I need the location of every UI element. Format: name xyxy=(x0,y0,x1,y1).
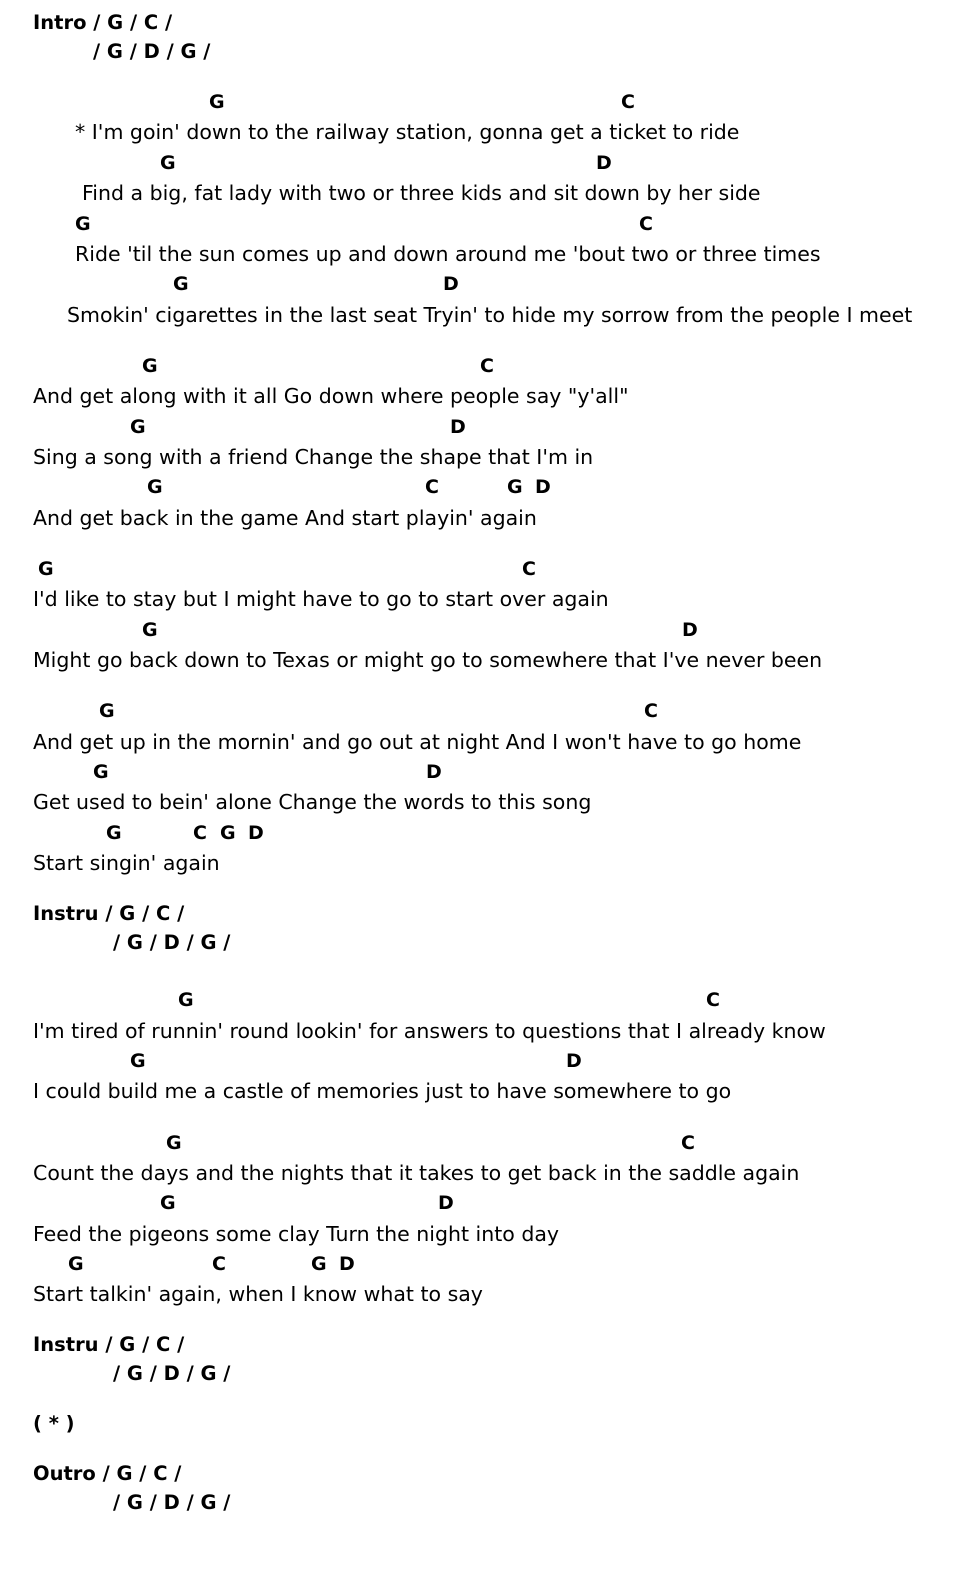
chord: C xyxy=(522,558,536,580)
lyric-line: I'd like to stay but I might have to go to start over again xyxy=(33,587,609,611)
chord: C xyxy=(644,700,658,722)
chord: G xyxy=(178,989,194,1011)
chord-progression: / G / C / xyxy=(86,11,173,34)
section-label: Instru xyxy=(33,1333,99,1356)
lyric-line: I'm tired of runnin' round lookin' for answers to questions that I already know xyxy=(33,1019,826,1043)
chord: D xyxy=(535,476,551,498)
chord: D xyxy=(248,822,264,844)
chord: G xyxy=(38,558,54,580)
chord: G xyxy=(147,476,163,498)
chord: G xyxy=(68,1253,84,1275)
chord: D xyxy=(596,152,612,174)
chord: D xyxy=(682,619,698,641)
chord: C xyxy=(425,476,439,498)
chord: C xyxy=(706,989,720,1011)
outro-progression-2: / G / D / G / xyxy=(113,1491,231,1514)
lyric-line: * I'm goin' down to the railway station, gonna get a ticket to ride xyxy=(75,120,740,144)
lyric-line: Might go back down to Texas or might go to somewhere that I've never been xyxy=(33,648,823,672)
instru-header xyxy=(33,1332,184,1358)
chord: G xyxy=(130,1050,146,1072)
chord: D xyxy=(450,416,466,438)
chord: C xyxy=(621,91,635,113)
chord: G xyxy=(166,1132,182,1154)
chord: C xyxy=(681,1132,695,1154)
lyric-line: Find a big, fat lady with two or three kids and sit down by her side xyxy=(82,181,761,205)
instru-progression-2: / G / D / G / xyxy=(113,931,231,954)
chord: C xyxy=(212,1253,226,1275)
chord: G xyxy=(99,700,115,722)
chord: G xyxy=(93,761,109,783)
section-label: Instru xyxy=(33,902,99,925)
section-label: Outro xyxy=(33,1462,96,1485)
lyric-line: Get used to bein' alone Change the words to this song xyxy=(33,790,592,814)
instru-progression-2: / G / D / G / xyxy=(113,1362,231,1385)
chord: G xyxy=(142,355,158,377)
chord-progression: / G / C / xyxy=(95,1462,182,1485)
lyric-line: Start talkin' again, when I know what to say xyxy=(33,1282,483,1306)
lyric-line: And get up in the mornin' and go out at night And I won't have to go home xyxy=(33,730,802,754)
chord: D xyxy=(443,273,459,295)
chord: G xyxy=(311,1253,327,1275)
chord: G xyxy=(220,822,236,844)
lyric-line: Sing a song with a friend Change the shape that I'm in xyxy=(33,445,594,469)
lyric-line: Ride 'til the sun comes up and down around me 'bout two or three times xyxy=(75,242,821,266)
lyric-line: Smokin' cigarettes in the last seat Tryin' to hide my sorrow from the people I meet xyxy=(67,303,913,327)
chord: D xyxy=(339,1253,355,1275)
lyric-line: Feed the pigeons some clay Turn the night into day xyxy=(33,1222,560,1246)
chord: C xyxy=(480,355,494,377)
chord: G xyxy=(142,619,158,641)
lyric-line: I could build me a castle of memories just to have somewhere to go xyxy=(33,1079,732,1103)
chord-progression: / G / C / xyxy=(98,1333,185,1356)
intro-header xyxy=(33,10,172,36)
intro-progression-2: / G / D / G / xyxy=(93,40,211,63)
chord: D xyxy=(438,1192,454,1214)
section-label: Intro xyxy=(33,11,87,34)
repeat-marker: ( * ) xyxy=(33,1412,75,1435)
chord: G xyxy=(173,273,189,295)
instru-header xyxy=(33,901,184,927)
chord: G xyxy=(507,476,523,498)
chord: G xyxy=(160,1192,176,1214)
chord: G xyxy=(75,213,91,235)
outro-header xyxy=(33,1461,181,1487)
chord-progression: / G / C / xyxy=(98,902,185,925)
chord: C xyxy=(639,213,653,235)
chord: D xyxy=(566,1050,582,1072)
lyric-line: And get back in the game And start playin' again xyxy=(33,506,537,530)
lyric-line: Count the days and the nights that it takes to get back in the saddle again xyxy=(33,1161,800,1185)
chord: C xyxy=(193,822,207,844)
chord: G xyxy=(106,822,122,844)
chord: G xyxy=(160,152,176,174)
chord: D xyxy=(426,761,442,783)
lyric-line: Start singin' again xyxy=(33,851,220,875)
lyric-line: And get along with it all Go down where people say "y'all" xyxy=(33,384,629,408)
chord: G xyxy=(209,91,225,113)
chord: G xyxy=(130,416,146,438)
